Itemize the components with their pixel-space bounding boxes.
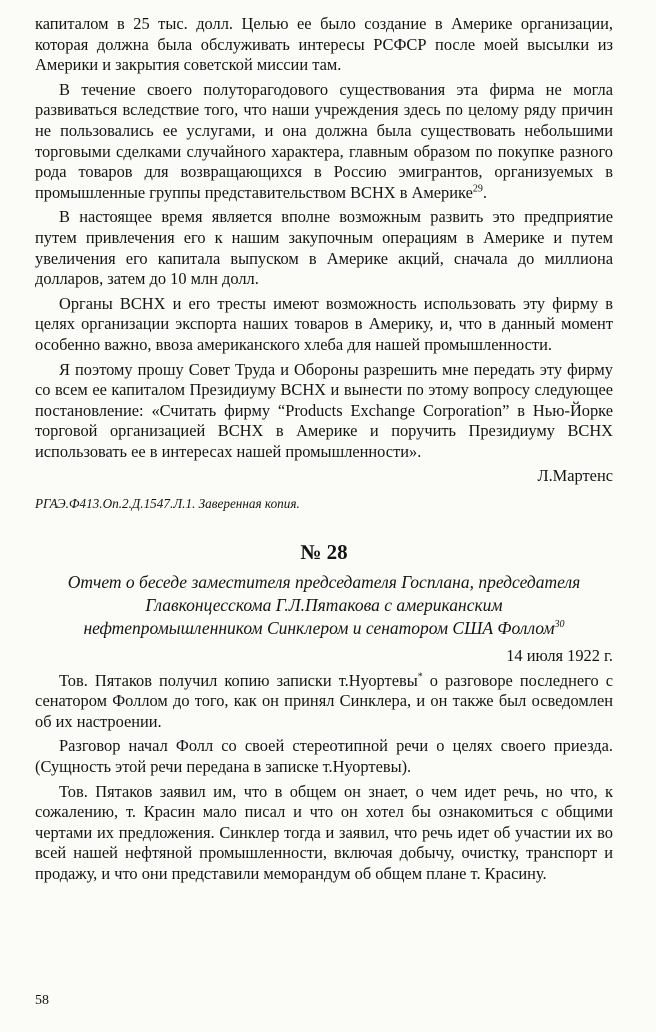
document-number: № 28	[300, 540, 348, 565]
paragraph-tail: .	[482, 182, 487, 202]
document-page	[35, 14, 613, 885]
document-title-text: Отчет о беседе заместителя председателя Госплана, председателя Главконцесскома Г.Л.Пятакова с американским нефтепромышленником Синклером и сенатором США Фоллом	[67, 572, 581, 639]
paragraph-text-rest: о разговоре последнего с сенатором Фоллом до того, как он принял Синклера, и он также был осведомлен об их настроении.	[35, 670, 613, 731]
footnote-ref-30: 30	[554, 619, 565, 631]
paragraph-development: В настоящее время является вполне возможным развить это предприятие путем привлечения его к нашим закупочным операциям в Америке и путем увеличения его капитала выпуском в Америке акций, сначала до миллиона долларов, затем до 10 млн долл.	[35, 207, 613, 289]
footnote-ref-29: 29	[472, 183, 483, 195]
document-title	[35, 571, 613, 640]
paragraph-text: В течение своего полуторагодового существования эта фирма не могла развиваться вследствие того, что наши учреждения здесь по целому ряду причин не пользовались ее услугами, и она должна была существовать небольшими торговыми сделками случайного характера, главным образом по покупке разного рода товаров для возвращающихся в Россию эмигрантов, организуемых в промышленные группы представительством ВСНХ в Америке	[35, 79, 613, 202]
footnote-mark: *	[417, 671, 423, 683]
paragraph-firm-history	[35, 80, 613, 204]
paragraph-pyatakov-statement: Тов. Пятаков заявил им, что в общем он знает, о чем идет речь, но что, к сожалению, т. Красин мало писал и что он хотел бы ознакомиться с общими чертами их предложения. Синклер тогда и заявил, что речь идет об участии их во всей нашей нефтяной промышленности, включая добычу, очистку, транспорт и продажу, и что они представили меморандум об общем плане т. Красину.	[35, 781, 613, 883]
paragraph-nuorteva	[35, 671, 613, 733]
page-number: 58	[35, 993, 49, 1008]
paragraph-request: Я поэтому прошу Совет Труда и Обороны разрешить мне передать эту фирму со всем ее капиталом Президиуму ВСНХ и вынести по этому вопросу следующее постановление: «Считать фирму “Products Exchange Corporation” в Нью-Йорке торговой организацией ВСНХ в Америке и поручить Президиуму ВСНХ использовать ее в интересах нашей промышленности».	[35, 359, 613, 461]
archive-source: РГАЭ.Ф413.Оп.2.Д.1547.Л.1. Заверенная копия.	[35, 496, 300, 512]
signature: Л.Мартенс	[537, 466, 613, 486]
paragraph-text: Тов. Пятаков получил копию записки т.Нуортевы	[59, 670, 418, 690]
document-date: 14 июля 1922 г.	[506, 646, 613, 666]
paragraph-vsnkh-organs: Органы ВСНХ и его тресты имеют возможность использовать эту фирму в целях организации экспорта наших товаров в Америку, и, что в данный момент особенно важно, ввоза американского хлеба для нашей промышленности.	[35, 293, 613, 354]
paragraph-fall-speech: Разговор начал Фолл со своей стереотипной речи о целях своего приезда. (Сущность этой речи передана в записке т.Нуортевы).	[35, 736, 613, 777]
paragraph-continuation: капиталом в 25 тыс. долл. Целью ее было создание в Америке организации, которая должна была обслуживать интересы РСФСР после моей высылки из Америки и закрытия советской миссии там.	[35, 14, 613, 75]
